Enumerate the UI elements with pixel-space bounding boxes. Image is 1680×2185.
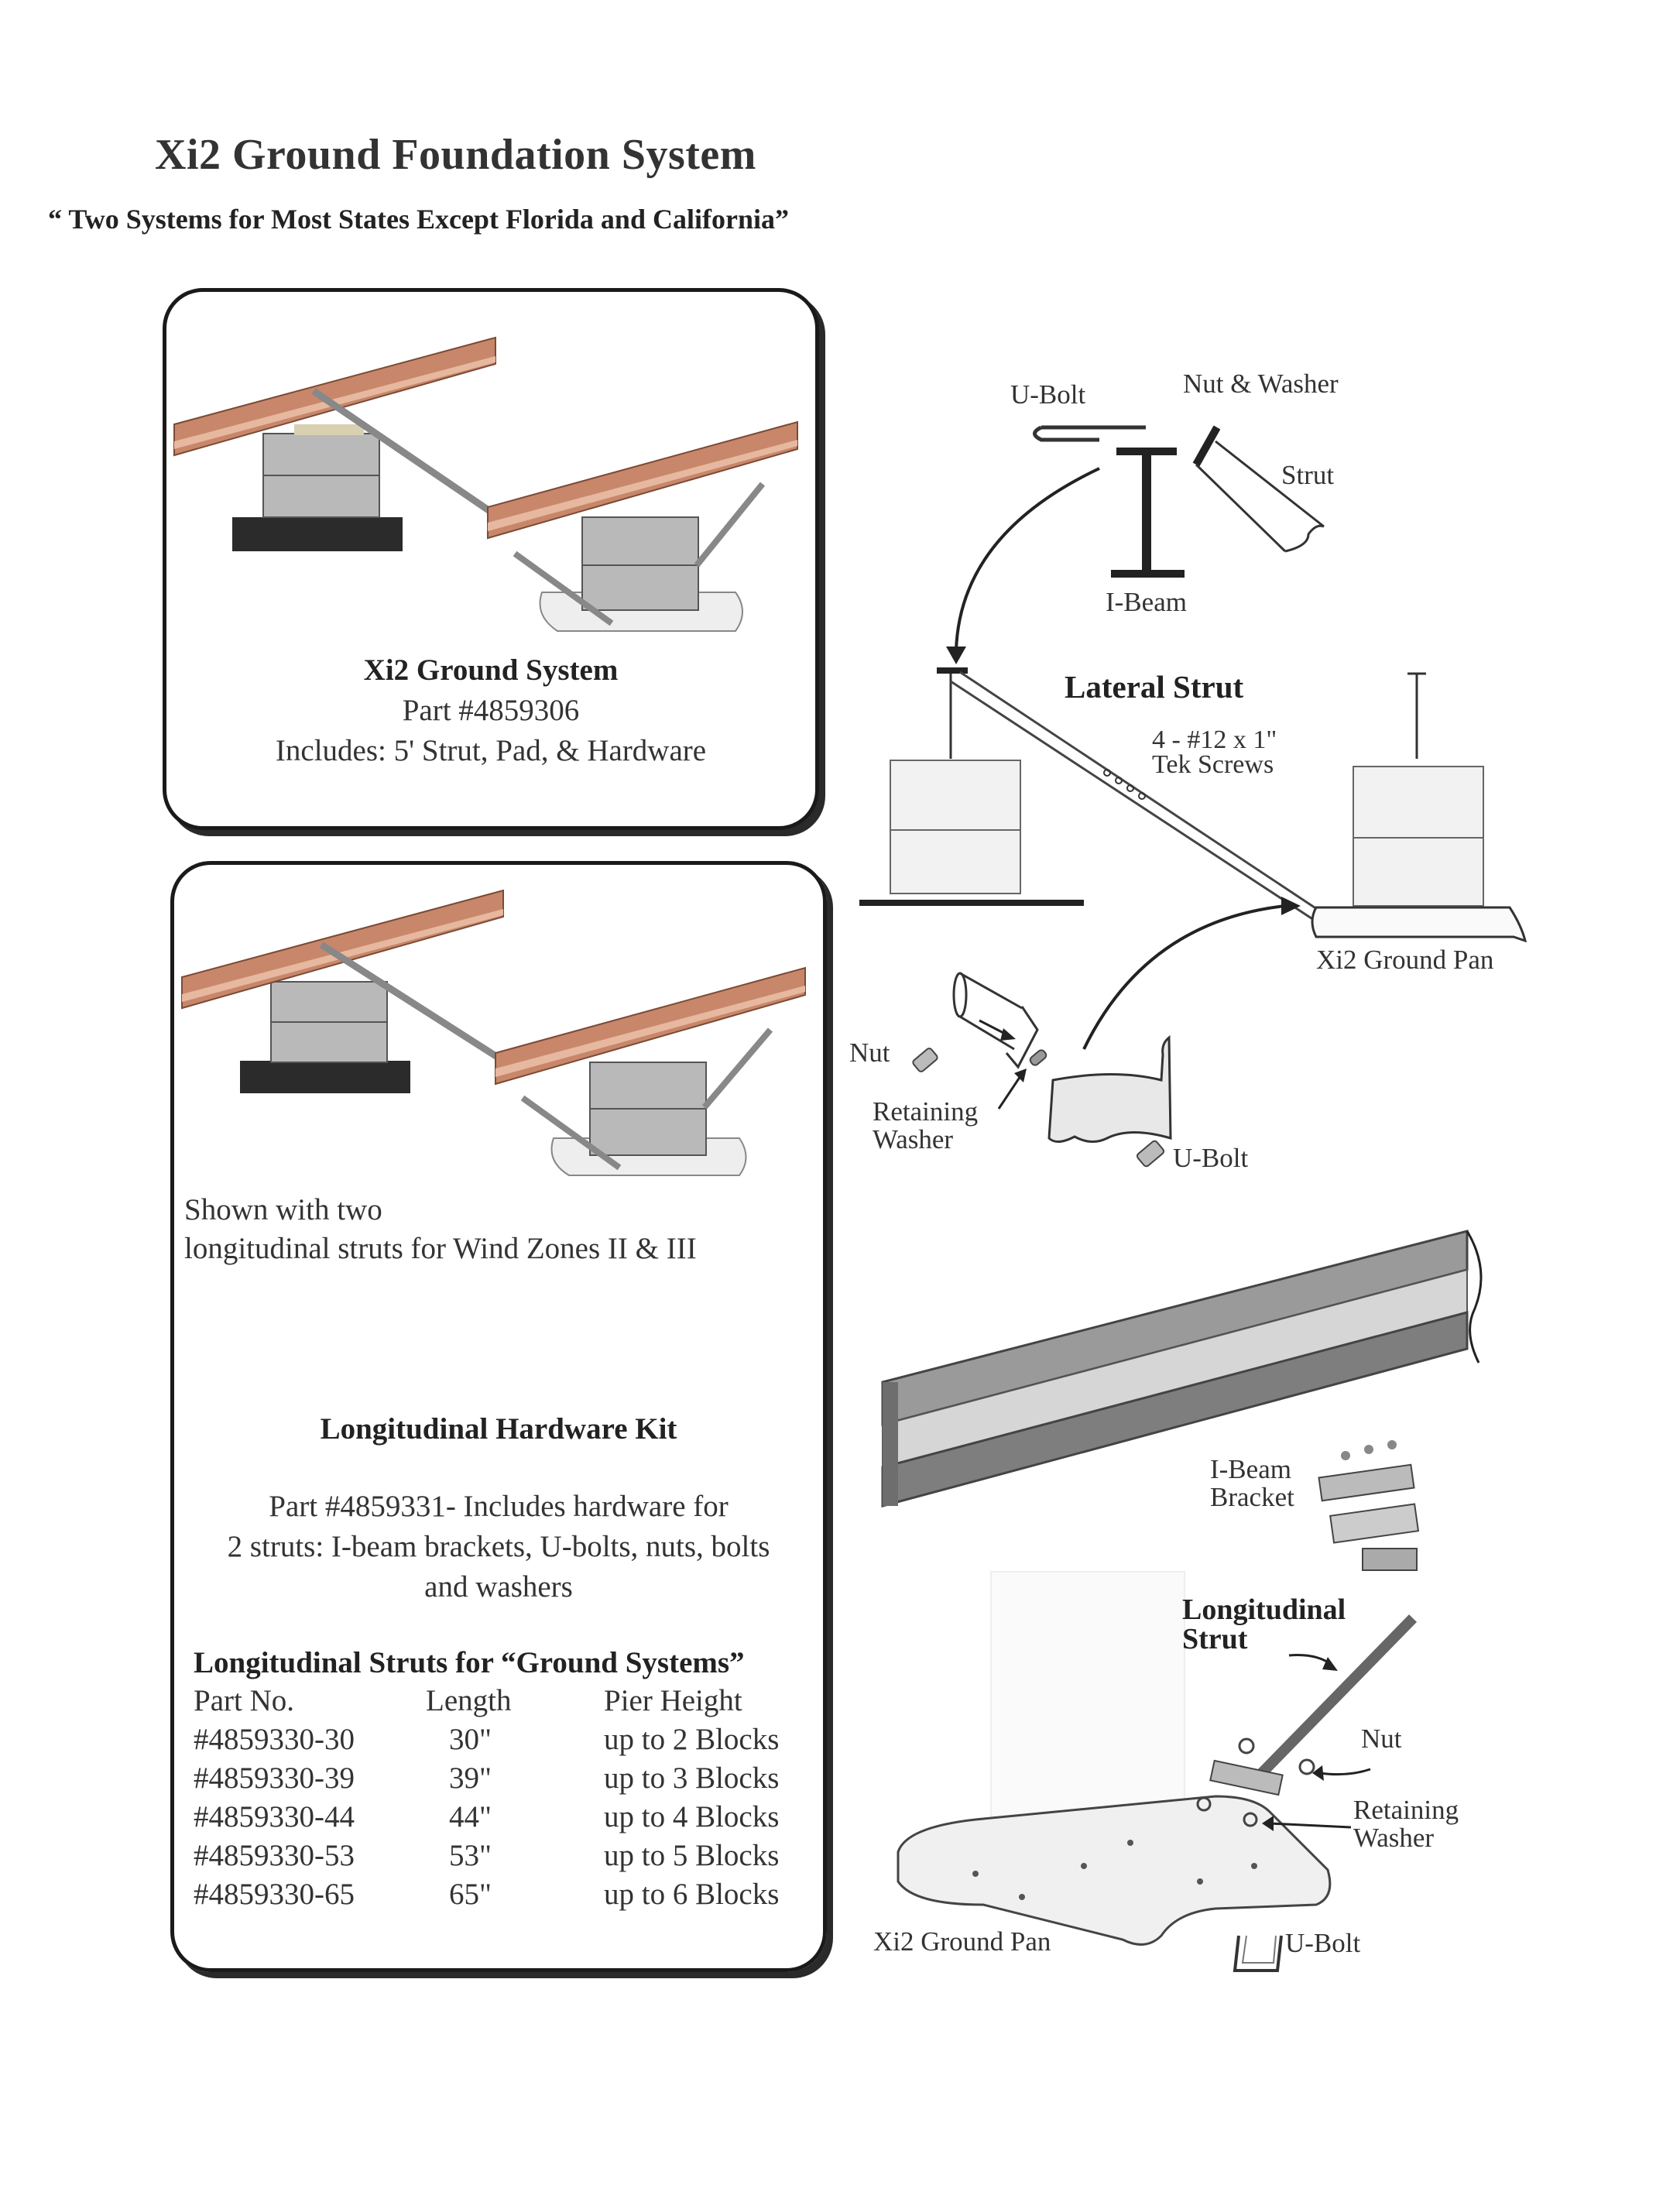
hardware-kit-line-1: Part #4859331- Includes hardware for [269, 1490, 729, 1523]
label-ibeam: I-Beam [1106, 587, 1187, 617]
lateral-strut-title: Lateral Strut [1065, 669, 1244, 705]
ground-system-caption [163, 650, 819, 771]
tek-screws-line-1: 4 - #12 x 1" [1152, 725, 1277, 754]
label-ubolt-lateral: U-Bolt [1173, 1143, 1249, 1173]
struts-table [194, 1683, 779, 1916]
table-row [194, 1799, 779, 1838]
ground-system-includes: Includes: 5' Strut, Pad, & Hardware [275, 734, 707, 767]
label-nut-washer: Nut & Washer [1183, 369, 1339, 399]
table-header-row [194, 1683, 779, 1722]
header-pier-height: Pier Height [604, 1684, 742, 1717]
bracket-line-1: I-Beam [1210, 1454, 1291, 1484]
label-ubolt-longitudinal: U-Bolt [1285, 1928, 1361, 1958]
strut-line-2: Strut [1182, 1623, 1248, 1655]
header-length: Length [426, 1684, 512, 1717]
table-row [194, 1761, 779, 1799]
lateral-strut-diagram [859, 427, 1525, 1168]
struts-table-title: Longitudinal Struts for “Ground Systems” [194, 1646, 745, 1679]
pier-height-cell: up to 4 Blocks [604, 1800, 780, 1833]
label-nut-longitudinal: Nut [1361, 1724, 1402, 1754]
pier-height-cell: up to 2 Blocks [604, 1723, 780, 1756]
bracket-line-2: Bracket [1210, 1482, 1294, 1512]
pier-height-cell: up to 3 Blocks [604, 1761, 780, 1795]
pier-height-cell: up to 6 Blocks [604, 1878, 780, 1911]
hardware-kit-block [170, 1409, 827, 1607]
part-no-cell: #4859330-30 [194, 1723, 355, 1756]
label-ubolt-top: U-Bolt [1010, 379, 1086, 410]
pier-height-cell: up to 5 Blocks [604, 1839, 780, 1872]
label-tek-screws [1152, 725, 1277, 779]
label-strut: Strut [1281, 460, 1335, 490]
length-cell: 39" [449, 1761, 492, 1795]
struts-table-block [194, 1643, 779, 1916]
length-cell: 30" [449, 1723, 492, 1756]
length-cell: 44" [449, 1800, 492, 1833]
ground-system-drawing [174, 338, 797, 631]
ground-system-name: Xi2 Ground System [363, 653, 619, 687]
label-ibeam-bracket [1210, 1456, 1294, 1511]
page-title: Xi2 Ground Foundation System [155, 131, 756, 179]
part-no-cell: #4859330-39 [194, 1761, 355, 1795]
length-cell: 65" [449, 1878, 492, 1911]
part-no-cell: #4859330-44 [194, 1800, 355, 1833]
part-no-cell: #4859330-53 [194, 1839, 355, 1872]
shown-with-text [184, 1191, 697, 1268]
retaining-line-1: Retaining [873, 1096, 979, 1127]
header-part-no: Part No. [194, 1684, 294, 1717]
page-subtitle: “ Two Systems for Most States Except Florida and California” [48, 204, 789, 235]
hardware-kit-title: Longitudinal Hardware Kit [320, 1412, 677, 1446]
label-longitudinal-strut [1182, 1595, 1346, 1654]
hardware-kit-line-2: 2 struts: I-beam brackets, U-bolts, nuts, bolts [227, 1530, 770, 1563]
retaining-line-2: Washer [1353, 1823, 1435, 1853]
shown-line-1: Shown with two [184, 1193, 382, 1226]
table-row [194, 1838, 779, 1877]
ground-system-part: Part #4859306 [402, 694, 580, 727]
label-ground-pan-top: Xi2 Ground Pan [1316, 945, 1494, 975]
label-retaining-washer-lateral [873, 1098, 978, 1154]
tek-screws-line-2: Tek Screws [1152, 750, 1274, 779]
hardware-kit-line-3: and washers [424, 1570, 573, 1604]
table-row [194, 1877, 779, 1916]
retaining-line-1: Retaining [1353, 1795, 1459, 1825]
length-cell: 53" [449, 1839, 492, 1872]
shown-line-2: longitudinal struts for Wind Zones II & III [184, 1232, 697, 1265]
strut-line-1: Longitudinal [1182, 1593, 1346, 1626]
label-ground-pan-bottom: Xi2 Ground Pan [873, 1926, 1051, 1957]
retaining-line-2: Washer [873, 1124, 954, 1154]
label-retaining-washer-longitudinal [1353, 1796, 1459, 1852]
table-row [194, 1722, 779, 1761]
part-no-cell: #4859330-65 [194, 1878, 355, 1911]
label-nut-lateral: Nut [849, 1038, 890, 1068]
